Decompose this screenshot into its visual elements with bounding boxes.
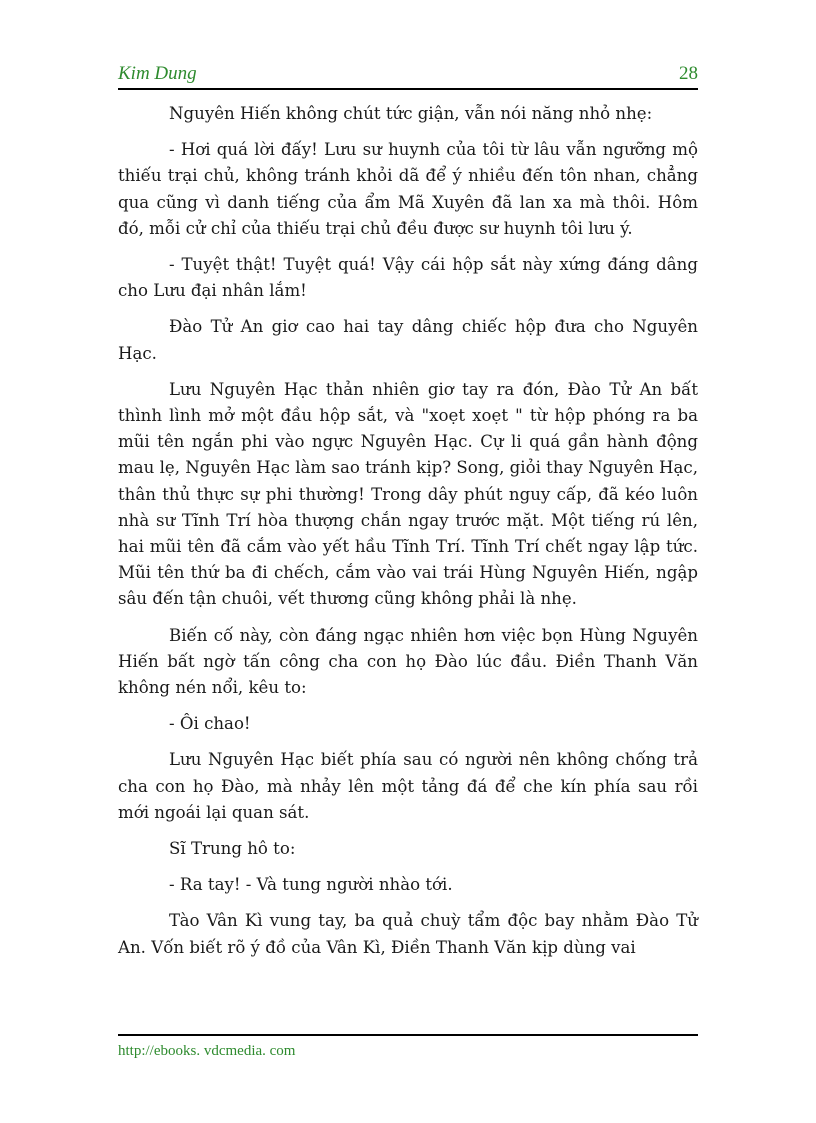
paragraph: Đào Tử An giơ cao hai tay dâng chiếc hộp đưa cho Nguyên Hạc. xyxy=(118,317,698,363)
body-text xyxy=(118,101,698,971)
page-header xyxy=(118,63,698,87)
paragraph: - Ôi chao! xyxy=(169,714,251,734)
header-author: Kim Dung xyxy=(118,63,197,84)
header-page-number: 28 xyxy=(679,63,698,84)
footer-divider xyxy=(118,1034,698,1036)
paragraph: - Tuyệt thật! Tuyệt quá! Vậy cái hộp sắt này xứng đáng dâng cho Lưu đại nhân lắm! xyxy=(118,255,698,301)
header-divider xyxy=(118,88,698,90)
paragraph: - Ra tay! - Và tung người nhào tới. xyxy=(169,875,453,895)
paragraph: Sĩ Trung hô to: xyxy=(169,839,296,859)
paragraph: Lưu Nguyên Hạc thản nhiên giơ tay ra đón, Đào Tử An bất thình lình mở một đầu hộp sắt, và "xoẹt xoẹt " từ hộp phóng ra ba mũi tên ngắn phi vào ngực Nguyên Hạc. Cự li quá gần hành động mau lẹ, Nguyên Hạc làm sao tránh kịp? Song, giỏi thay Nguyên Hạc, thân thủ thực sự phi thường! Trong dây phút nguy cấp, đã kéo luôn nhà sư Tĩnh Trí hòa thượng chắn ngay trước mặt. Một tiếng rú lên, hai mũi tên đã cắm vào yết hầu Tĩnh Trí. Tĩnh Trí chết ngay lập tức. Mũi tên thứ ba đi chếch, cắm vào vai trái Hùng Nguyên Hiến, ngập sâu đến tận chuôi, vết thương cũng không phải là nhẹ. xyxy=(118,379,698,609)
paragraph: Tào Vân Kì vung tay, ba quả chuỳ tẩm độc bay nhằm Đào Tử An. Vốn biết rõ ý đồ của Vân Kì, Điền Thanh Văn kịp dùng vai xyxy=(118,911,698,957)
paragraph: Nguyên Hiến không chút tức giận, vẫn nói năng nhỏ nhẹ: xyxy=(169,104,653,123)
paragraph: - Hơi quá lời đấy! Lưu sư huynh của tôi từ lâu vẫn ngưỡng mộ thiếu trại chủ, không tránh khỏi dã để ý nhiều đến tôn nhan, chẳng qua cũng vì danh tiếng của ẩm Mã Xuyên đã lan xa mà thôi. Hôm đó, mỗi cử chỉ của thiếu trại chủ đều được sư huynh tôi lưu ý. xyxy=(118,140,698,238)
paragraph: Biến cố này, còn đáng ngạc nhiên hơn việc bọn Hùng Nguyên Hiến bất ngờ tấn công cha con họ Đào lúc đầu. Điền Thanh Văn không nén nổi, kêu to: xyxy=(118,625,698,698)
footer-url: http://ebooks. vdcmedia. com xyxy=(118,1043,296,1059)
paragraph: Lưu Nguyên Hạc biết phía sau có người nên không chống trả cha con họ Đào, mà nhảy lên một tảng đá để che kín phía sau rồi mới ngoái lại quan sát. xyxy=(118,750,698,822)
